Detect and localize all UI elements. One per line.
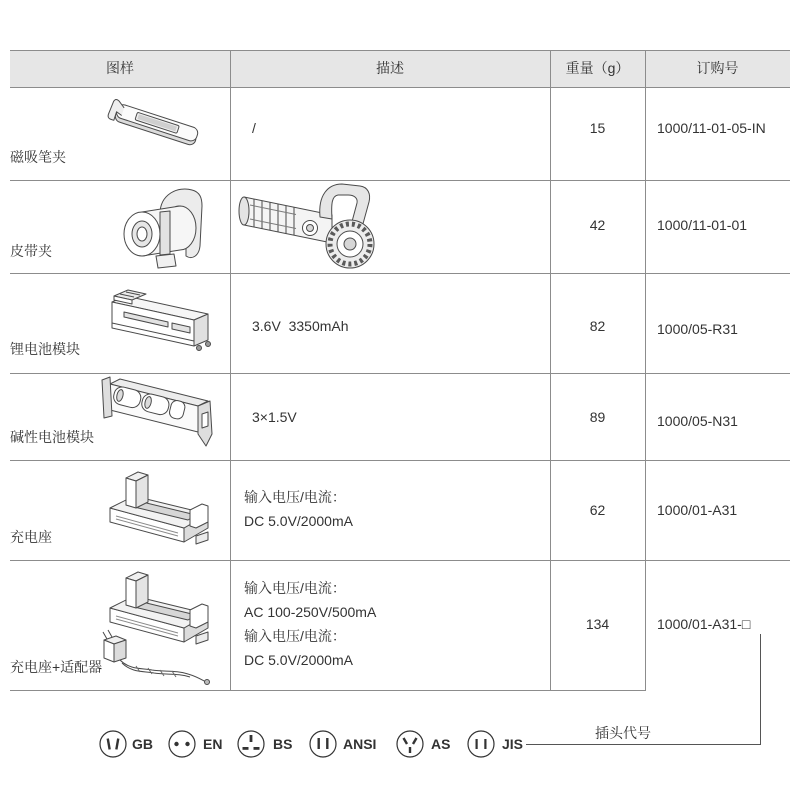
item-weight: 134 xyxy=(585,616,610,632)
en-plug-icon xyxy=(167,729,197,759)
device-with-belt-clip-drawing xyxy=(236,181,381,271)
table-row xyxy=(10,560,790,690)
ansi-plug-icon xyxy=(308,729,338,759)
bs-plug-icon xyxy=(236,729,266,759)
item-name: 磁吸笔夹 xyxy=(10,149,66,165)
item-description xyxy=(244,576,376,672)
table-row xyxy=(10,373,790,460)
magnetic-pen-clip-drawing xyxy=(104,96,204,156)
plug-code-ansi: ANSI xyxy=(343,736,377,752)
description-line: AC 100-250V/500mA xyxy=(244,604,377,620)
jis-plug-icon xyxy=(466,729,496,759)
plug-code-gb: GB xyxy=(132,736,153,752)
order-number: 1000/01-A31-□ xyxy=(657,616,751,632)
item-name: 皮带夹 xyxy=(10,243,52,259)
header-order-number: 订购号 xyxy=(696,60,739,76)
order-number: 1000/01-A31 xyxy=(657,502,738,518)
gb-plug-icon xyxy=(98,729,128,759)
table-rule xyxy=(10,50,790,51)
plug-code-label: 插头代号 xyxy=(595,725,651,741)
item-description xyxy=(244,485,353,533)
plug-code-jis: JIS xyxy=(502,736,524,752)
plug-code-connector-line xyxy=(526,744,761,745)
header-description: 描述 xyxy=(376,60,404,76)
description-line: 输入电压/电流： xyxy=(244,489,346,505)
order-number: 1000/11-01-01 xyxy=(657,217,748,233)
item-weight: 82 xyxy=(589,318,606,334)
item-weight: 42 xyxy=(589,217,606,233)
item-name: 充电座+适配器 xyxy=(10,659,103,675)
item-name: 充电座 xyxy=(10,529,52,545)
table-row xyxy=(10,273,790,373)
belt-clip-drawing xyxy=(116,184,206,269)
plug-code-connector-line xyxy=(760,634,761,745)
order-number: 1000/05-N31 xyxy=(657,413,738,429)
lithium-battery-module-drawing xyxy=(104,288,214,358)
header-figure: 图样 xyxy=(106,60,134,76)
order-number: 1000/05-R31 xyxy=(657,321,738,337)
plug-code-en: EN xyxy=(203,736,223,752)
header-weight: 重量（g） xyxy=(565,60,630,76)
plug-code-bs: BS xyxy=(273,736,293,752)
description-line: 输入电压/电流： xyxy=(244,628,346,644)
item-weight: 62 xyxy=(589,502,606,518)
item-name: 锂电池模块 xyxy=(10,341,80,357)
item-weight: 15 xyxy=(589,120,606,136)
order-number: 1000/11-01-05-IN xyxy=(657,120,766,136)
description-line: 输入电压/电流： xyxy=(244,580,346,596)
table-row xyxy=(10,460,790,560)
table-header xyxy=(10,50,790,87)
charging-base-drawing xyxy=(104,466,214,551)
item-description: 3×1.5V xyxy=(252,409,297,425)
item-weight: 89 xyxy=(589,409,606,425)
item-description: 3.6V 3350mAh xyxy=(252,318,349,334)
description-line: DC 5.0V/2000mA xyxy=(244,513,353,529)
item-description: / xyxy=(252,120,256,136)
charging-base-with-adapter-drawing xyxy=(96,566,214,688)
as-plug-icon xyxy=(395,729,425,759)
alkaline-battery-module-drawing xyxy=(98,374,218,450)
table-row xyxy=(10,180,790,273)
description-line: DC 5.0V/2000mA xyxy=(244,652,353,668)
table-row xyxy=(10,87,790,180)
plug-code-as: AS xyxy=(431,736,451,752)
item-name: 碱性电池模块 xyxy=(10,429,94,445)
